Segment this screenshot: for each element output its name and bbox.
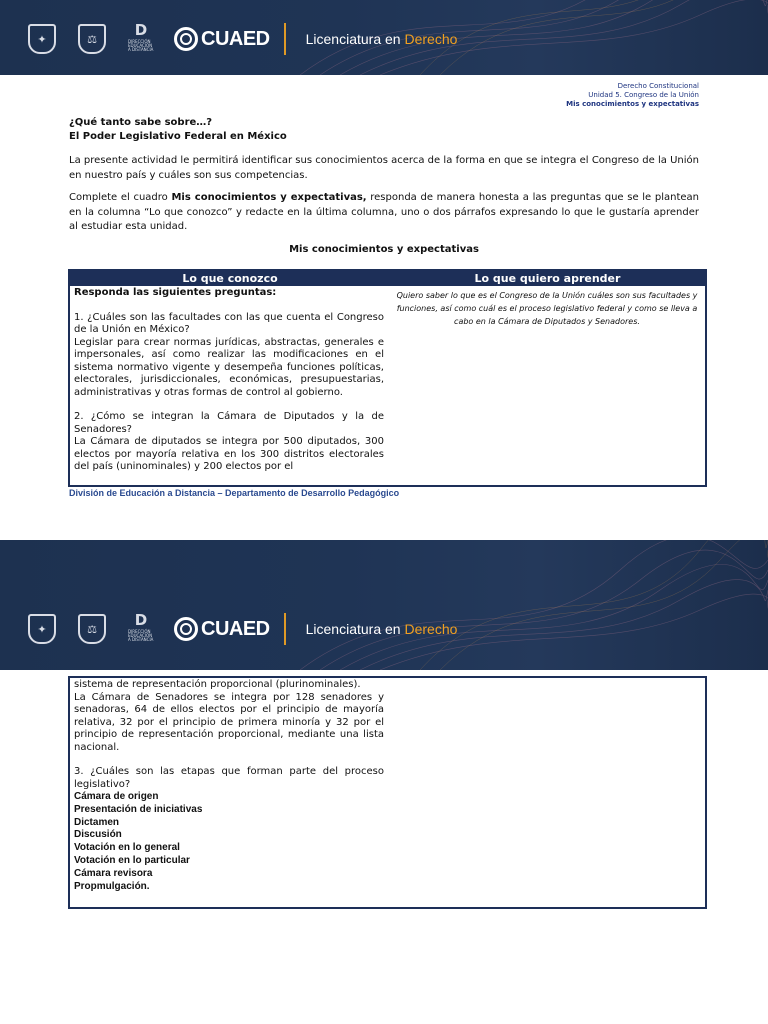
page-title — [69, 116, 287, 144]
instructions: Responda las siguientes preguntas: — [74, 287, 277, 298]
title-line-1: ¿Qué tanto sabe sobre…? — [69, 117, 213, 128]
list-item: Cámara de origen — [74, 791, 159, 802]
unam-shield-icon: ✦ — [28, 614, 56, 644]
faculty-shield-icon: ⚖ — [78, 24, 106, 54]
header-divider — [284, 23, 286, 55]
answer-2-part-2: sistema de representación proporcional (plurinominales). — [74, 679, 361, 690]
list-item: Discusión — [74, 829, 122, 841]
knowledge-table-continued — [68, 676, 707, 909]
cuaed-logo — [174, 27, 270, 51]
list-item: Dictamen — [74, 816, 120, 828]
title-line-2: El Poder Legislativo Federal en México — [69, 131, 287, 142]
know-column-continued — [74, 679, 384, 893]
cuaed-ring-icon — [174, 27, 198, 51]
header-logos — [28, 23, 457, 55]
legislative-stages-list — [74, 791, 384, 893]
header-banner-page-2 — [0, 540, 768, 670]
know-column — [74, 287, 384, 474]
list-item: Propmulgación. — [74, 880, 150, 892]
question-1: 1. ¿Cuáles son las facultades con las que cuenta el Congreso de la Unión en México? — [74, 311, 384, 335]
list-item: Votación en lo particular — [74, 854, 190, 866]
deed-logo-icon: D DIRECCIÓN EDUCACIÓN A DISTANCIA — [128, 611, 154, 642]
faculty-shield-icon: ⚖ — [78, 614, 106, 644]
program-title: Licenciatura en Derecho — [305, 31, 458, 47]
col-header-learn: Lo que quiero aprender — [474, 272, 621, 285]
wave-decoration — [0, 540, 768, 670]
course-name: Derecho Constitucional — [617, 82, 699, 90]
header-divider — [284, 613, 286, 645]
table-caption: Mis conocimientos y expectativas — [289, 244, 479, 255]
list-item: Votación en lo general — [74, 842, 180, 854]
list-item: Cámara revisora — [74, 867, 153, 879]
header-logos — [28, 613, 457, 645]
program-title: Licenciatura en Derecho — [305, 621, 458, 637]
header-banner — [0, 0, 768, 75]
cuaed-wordmark: CUAED — [201, 617, 270, 640]
doc-meta — [566, 82, 699, 109]
question-2: 2. ¿Cómo se integran la Cámara de Diputados y la de Senadores? — [74, 411, 384, 435]
answer-1: Legislar para crear normas jurídicas, abstractas, generales e impersonales, así como realizar las modificaciones en el sistema normativo vigente y desempeña funciones políticas, electorales, jurisdiccionales, económicas, presupuestarias, administrativas y otras formas de control al gobierno. — [74, 336, 384, 398]
unam-shield-icon: ✦ — [28, 24, 56, 54]
col-header-know: Lo que conozco — [182, 272, 278, 285]
table-header-row — [70, 271, 705, 286]
knowledge-table — [68, 269, 707, 487]
cuaed-ring-icon — [174, 617, 198, 641]
answer-2-part-1: La Cámara de diputados se integra por 500 diputados, 300 electos por mayoría relativa en los 300 distritos electorales del país (uninominales) y 200 electos por el — [74, 436, 384, 472]
expectation-text: Quiero saber lo que es el Congreso de la Unión cuáles son sus facultades y funciones, así como cuál es el proceso legislativo federal y como se lleva a cabo en la Cámara de Diputados y Senadores. — [396, 291, 698, 326]
activity-name: Mis conocimientos y expectativas — [566, 100, 699, 108]
cuaed-logo — [174, 617, 270, 641]
intro-paragraph-2: Complete el cuadro Mis conocimientos y expectativas, responda de manera honesta a las preguntas que se le plantean en la columna “Lo que conozco” y redacte en la última columna, uno o dos párrafos expresando lo que le gustaría aprender al estudiar esta unidad. — [69, 192, 699, 232]
unit-name: Unidad 5. Congreso de la Unión — [588, 91, 699, 99]
deed-logo-icon: D DIRECCIÓN EDUCACIÓN A DISTANCIA — [128, 21, 154, 52]
footer-note: División de Educación a Distancia – Departamento de Desarrollo Pedagógico — [69, 488, 400, 498]
question-3: 3. ¿Cuáles son las etapas que forman parte del proceso legislativo? — [74, 766, 384, 790]
answer-2-senate: La Cámara de Senadores se integra por 128 senadores y senadoras, 64 de ellos electos por el principio de mayoría relativa, 32 por el principio de primera minoría y 32 por el principio de representación proporcional, mediante una lista nacional. — [74, 691, 384, 753]
intro-paragraph-1: La presente actividad le permitirá identificar sus conocimientos acerca de la forma en que se integra el Congreso de la Unión en nuestro país y cuáles son sus competencias. — [69, 155, 699, 181]
cuaed-wordmark: CUAED — [201, 27, 270, 50]
list-item: Presentación de iniciativas — [74, 803, 203, 815]
